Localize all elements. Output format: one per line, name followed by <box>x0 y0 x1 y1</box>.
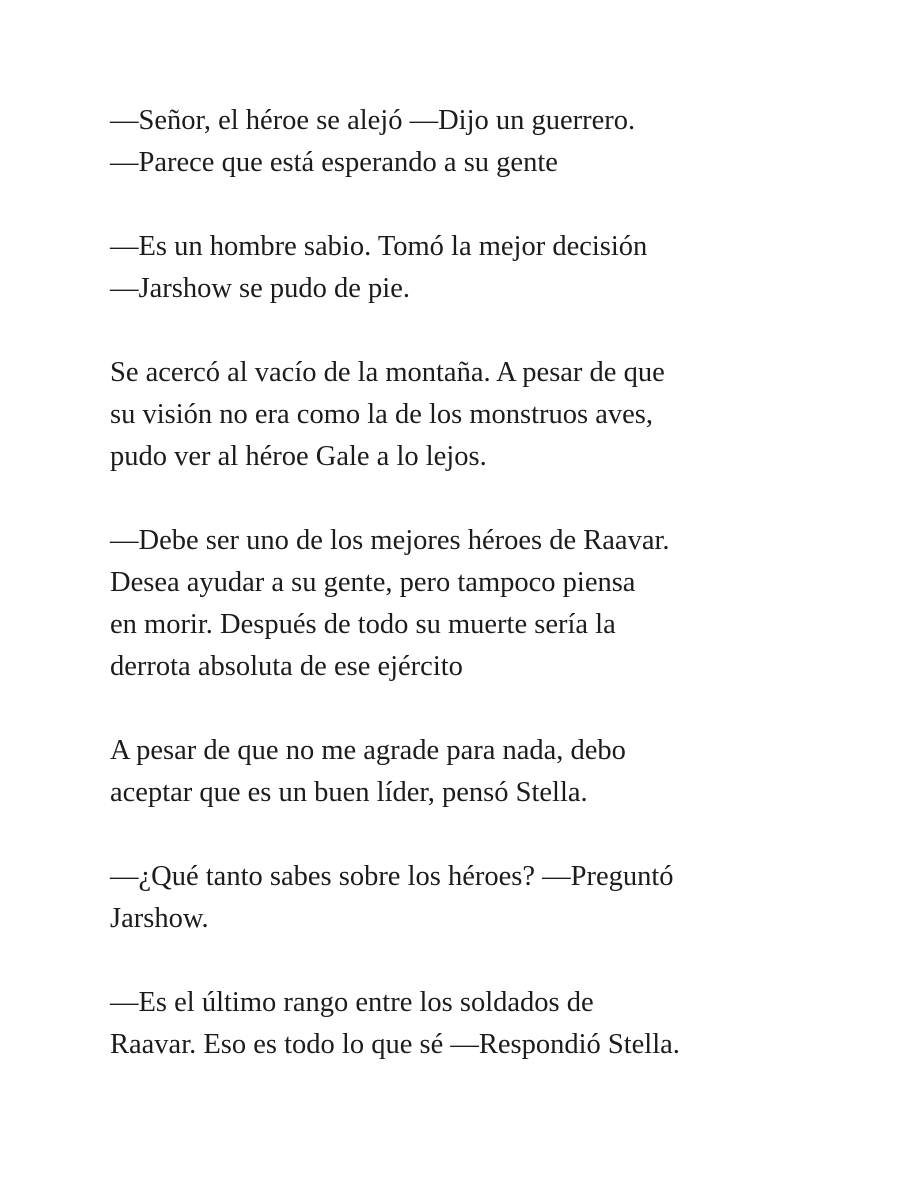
text-line: aceptar que es un buen líder, pensó Stella. <box>110 777 588 808</box>
paragraph-2 <box>110 226 830 310</box>
text-line: derrota absoluta de ese ejército <box>110 651 463 682</box>
text-line: —Parece que está esperando a su gente <box>110 147 558 178</box>
text-line: —Debe ser uno de los mejores héroes de Raavar. <box>110 525 670 556</box>
text-line: —Es el último rango entre los soldados de <box>110 987 594 1018</box>
document-page <box>110 100 830 1066</box>
text-line: su visión no era como la de los monstruos aves, <box>110 399 654 430</box>
paragraph-5 <box>110 730 830 814</box>
text-line: Desea ayudar a su gente, pero tampoco piensa <box>110 567 636 598</box>
text-line: Se acercó al vacío de la montaña. A pesar de que <box>110 357 665 388</box>
paragraph-7 <box>110 982 830 1066</box>
text-line: —Jarshow se pudo de pie. <box>110 273 410 304</box>
paragraph-1 <box>110 100 830 184</box>
text-line: Jarshow. <box>110 903 209 934</box>
text-line: en morir. Después de todo su muerte sería la <box>110 609 616 640</box>
text-line: —Es un hombre sabio. Tomó la mejor decisión <box>110 231 648 262</box>
paragraph-4 <box>110 520 830 688</box>
text-line: Raavar. Eso es todo lo que sé —Respondió Stella. <box>110 1029 680 1060</box>
text-line: pudo ver al héroe Gale a lo lejos. <box>110 441 487 472</box>
text-line: —Señor, el héroe se alejó —Dijo un guerrero. <box>110 105 636 136</box>
paragraph-3 <box>110 352 830 478</box>
paragraph-6 <box>110 856 830 940</box>
text-line: —¿Qué tanto sabes sobre los héroes? —Preguntó <box>110 861 674 892</box>
text-line: A pesar de que no me agrade para nada, debo <box>110 735 626 766</box>
